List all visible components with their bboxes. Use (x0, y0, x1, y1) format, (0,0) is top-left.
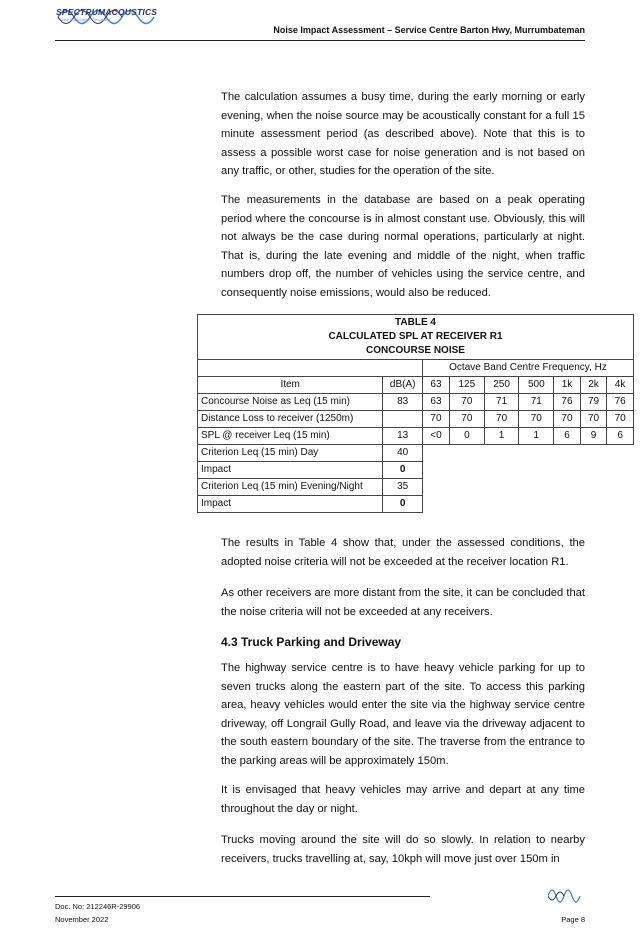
row-item: Criterion Leq (15 min) Day (198, 445, 383, 462)
freq-header: 250 (484, 377, 519, 394)
freq-header: 2k (580, 377, 607, 394)
company-logo (56, 2, 166, 32)
paragraph-results: The results in Table 4 show that, under the assessed conditions, the adopted noise criteria will not be exceeded at the receiver location R1. (221, 537, 585, 568)
table-row (198, 445, 634, 462)
freq-header: 1k (554, 377, 581, 394)
row-value: 1 (484, 428, 519, 445)
row-value: 70 (580, 411, 607, 428)
row-item: Impact (198, 496, 383, 513)
footer-wave-icon (548, 884, 584, 904)
row-item: Impact (198, 462, 383, 479)
logo-text: SPECTRUMACOUSTICS (56, 7, 158, 17)
table-row (198, 479, 634, 496)
paragraph-truck-movement: Trucks moving around the site will do so slowly. In relation to nearby receivers, trucks travelling at, say, 10kph will move just over 150m in (221, 834, 585, 865)
row-value: 70 (423, 411, 450, 428)
row-item: SPL @ receiver Leq (15 min) (198, 428, 383, 445)
row-value: 9 (580, 428, 607, 445)
dba-header: dB(A) (383, 377, 423, 394)
row-value: 0 (449, 428, 484, 445)
freq-header: 63 (423, 377, 450, 394)
row-dba: 0 (383, 462, 423, 479)
page-header-title: Noise Impact Assessment – Service Centre Barton Hwy, Murrumbateman (273, 25, 585, 35)
freq-header: 500 (519, 377, 554, 394)
row-value: 70 (449, 411, 484, 428)
row-value: 76 (554, 394, 581, 411)
table-row (198, 394, 634, 411)
row-value: 71 (519, 394, 554, 411)
row-value: 70 (484, 411, 519, 428)
document-number: Doc. No: 212246R-29906 (55, 902, 141, 911)
table-title-sub: CONCOURSE NOISE (366, 345, 465, 356)
row-value: 70 (449, 394, 484, 411)
row-dba: 40 (383, 445, 423, 462)
row-item: Concourse Noise as Leq (15 min) (198, 394, 383, 411)
row-value: 1 (519, 428, 554, 445)
header-divider (55, 40, 585, 41)
page-number: Page 8 (561, 915, 585, 924)
row-item: Distance Loss to receiver (1250m) (198, 411, 383, 428)
paragraph-measurements: The measurements in the database are based on a peak operating period where the concourse is in almost constant use. Obviously, this will not always be the case during normal operations, particularly at night. That is, during the late evening and middle of the night, when traffic numbers drop off, the number of vehicles using the service centre, and consequently noise emissions, would also be reduced. (221, 194, 585, 299)
row-value: 70 (519, 411, 554, 428)
item-header: Item (198, 377, 383, 394)
row-value: 76 (607, 394, 634, 411)
logo-tagline: Noise and Vibration Consultants (60, 18, 110, 22)
table-row (198, 496, 634, 513)
row-value: 6 (607, 428, 634, 445)
row-value: 6 (554, 428, 581, 445)
row-dba: 0 (383, 496, 423, 513)
paragraph-truck-parking: The highway service centre is to have heavy vehicle parking for up to seven trucks along the eastern part of the site. To access this parking area, heavy vehicles would enter the site via the highway service centre driveway, off Longrail Gully Road, and leave via the driveway adjacent to the south eastern boundary of the site. The traverse from the entrance to the parking areas will be approximately 150m. (221, 662, 585, 767)
paragraph-other-receivers: As other receivers are more distant from the site, it can be concluded that the noise criteria will not be exceeded at any receivers. (221, 587, 585, 618)
footer-divider (55, 896, 430, 897)
row-value: 71 (484, 394, 519, 411)
table-title-main: CALCULATED SPL AT RECEIVER R1 (328, 331, 503, 342)
document-date: November 2022 (55, 915, 109, 924)
paragraph-arrival-times: It is envisaged that heavy vehicles may arrive and depart at any time throughout the day or night. (221, 784, 585, 815)
table-title (198, 315, 634, 360)
row-value: 70 (554, 411, 581, 428)
paragraph-calculation-assumption: The calculation assumes a busy time, during the early morning or early evening, when the noise source may be acoustically constant for a full 15 minute assessment period (as described above). Note that this is to assess a possible worst case for noise generation and is not based on any traffic, or other, studies for the operation of the site. (221, 91, 585, 177)
table-row (198, 462, 634, 479)
table-4-calculated-spl (197, 314, 634, 513)
octave-band-header: Octave Band Centre Frequency, Hz (423, 360, 634, 377)
row-dba: 13 (383, 428, 423, 445)
table-header-blank (198, 360, 423, 377)
row-dba: 83 (383, 394, 423, 411)
freq-header: 4k (607, 377, 634, 394)
row-value: <0 (423, 428, 450, 445)
table-row (198, 428, 634, 445)
row-value: 63 (423, 394, 450, 411)
row-dba (383, 411, 423, 428)
row-value: 70 (607, 411, 634, 428)
freq-header: 125 (449, 377, 484, 394)
row-item: Criterion Leq (15 min) Evening/Night (198, 479, 383, 496)
row-value: 79 (580, 394, 607, 411)
section-heading-4-3: 4.3 Truck Parking and Driveway (221, 635, 402, 649)
table-row (198, 411, 634, 428)
row-dba: 35 (383, 479, 423, 496)
table-title-number: TABLE 4 (395, 317, 436, 328)
